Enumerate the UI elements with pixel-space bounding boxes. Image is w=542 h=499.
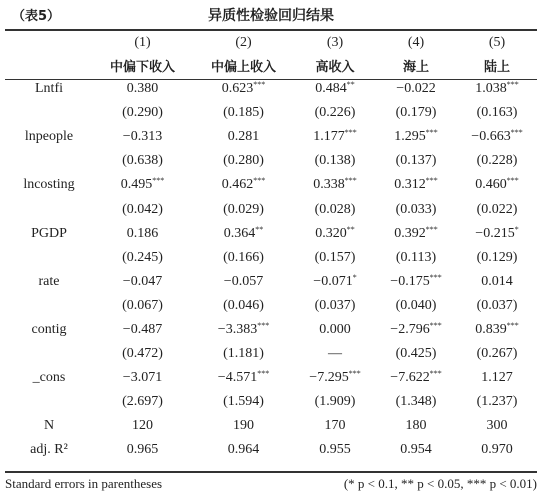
cell-value: 0.970 bbox=[481, 442, 513, 458]
cell-value: 0.964 bbox=[227, 442, 260, 458]
cell-value: (0.267) bbox=[476, 346, 518, 362]
table-cell bbox=[457, 197, 537, 221]
column-number: (1) bbox=[134, 34, 151, 50]
table-cell bbox=[93, 414, 192, 438]
table-number: （表5） bbox=[12, 9, 61, 24]
cell-value: (0.425) bbox=[395, 346, 437, 362]
variable-label bbox=[5, 294, 93, 318]
standard-error-row bbox=[5, 149, 537, 173]
cell-value: 0.955 bbox=[319, 442, 351, 458]
coefficient-row bbox=[5, 366, 537, 390]
table-cell bbox=[457, 149, 537, 173]
standard-error-row bbox=[5, 246, 537, 270]
column-number: (2) bbox=[235, 34, 252, 50]
table-cell bbox=[295, 173, 375, 197]
cell-value: −0.313 bbox=[122, 129, 163, 145]
column-name: 中偏上收入 bbox=[210, 60, 276, 75]
table-cell bbox=[192, 294, 295, 318]
table-cell bbox=[457, 414, 537, 438]
significance-stars: *** bbox=[506, 80, 519, 90]
table-cell bbox=[295, 414, 375, 438]
table-cell bbox=[295, 246, 375, 270]
table-cell bbox=[295, 318, 375, 342]
cell-value: (0.245) bbox=[122, 249, 163, 265]
cell-value: (0.040) bbox=[395, 297, 437, 313]
table-cell bbox=[457, 366, 537, 390]
cell-value: (0.113) bbox=[395, 249, 437, 265]
variable-label: contig bbox=[31, 321, 67, 337]
table-cell bbox=[295, 125, 375, 149]
standard-error-row bbox=[5, 197, 537, 221]
table-cell bbox=[192, 77, 295, 101]
cell-value: (0.163) bbox=[476, 105, 518, 121]
cell-value: −2.796 bbox=[390, 321, 430, 337]
coefficient-row bbox=[5, 318, 537, 342]
cell-value: −0.175 bbox=[390, 273, 430, 289]
column-name-row bbox=[5, 54, 537, 77]
header-corner bbox=[5, 31, 93, 54]
table-cell bbox=[192, 438, 295, 462]
cell-value: 0.186 bbox=[126, 225, 159, 241]
table-cell bbox=[375, 101, 457, 125]
variable-label bbox=[5, 342, 93, 366]
significance-stars: *** bbox=[257, 320, 270, 330]
cell-value: (0.179) bbox=[395, 105, 437, 121]
variable-label: lncosting bbox=[23, 177, 75, 193]
cell-value: 0.320 bbox=[315, 225, 347, 241]
cell-value: 300 bbox=[486, 418, 508, 434]
column-number: (5) bbox=[488, 34, 506, 50]
bottom-rule bbox=[5, 471, 537, 473]
cell-value: 0.460 bbox=[475, 177, 507, 193]
coefficient-row bbox=[5, 222, 537, 246]
cell-value: 0.312 bbox=[394, 177, 426, 193]
variable-label bbox=[5, 149, 93, 173]
cell-value: (1.909) bbox=[314, 394, 356, 410]
column-name: 海上 bbox=[402, 60, 429, 75]
table-cell bbox=[192, 222, 295, 246]
column-name: 中偏下收入 bbox=[109, 60, 175, 75]
table-cell bbox=[93, 342, 192, 366]
table-cell bbox=[375, 125, 457, 149]
table-cell bbox=[295, 390, 375, 414]
cell-value: −3.383 bbox=[217, 321, 258, 337]
table-cell bbox=[93, 77, 192, 101]
table-cell bbox=[93, 173, 192, 197]
table-cell bbox=[295, 270, 375, 294]
cell-value: (0.472) bbox=[122, 346, 163, 362]
cell-value: (0.157) bbox=[314, 249, 356, 265]
cell-value: (0.028) bbox=[314, 201, 356, 217]
cell-value: (0.067) bbox=[122, 297, 163, 313]
cell-value: −7.295 bbox=[309, 370, 349, 386]
cell-value: 0.484 bbox=[315, 81, 347, 97]
cell-value: (0.137) bbox=[395, 153, 437, 169]
table-cell bbox=[192, 246, 295, 270]
cell-value: (1.594) bbox=[223, 394, 264, 410]
cell-value: (2.697) bbox=[122, 394, 163, 410]
cell-value: 0.623 bbox=[221, 81, 254, 97]
column-number-row bbox=[5, 31, 537, 54]
column-name: 高收入 bbox=[315, 60, 355, 75]
cell-value: −0.215 bbox=[475, 225, 515, 241]
cell-value: (0.033) bbox=[395, 201, 437, 217]
cell-value: (1.237) bbox=[476, 394, 518, 410]
coefficient-row bbox=[5, 77, 537, 101]
variable-label: adj. R² bbox=[30, 442, 68, 458]
table-cell bbox=[375, 222, 457, 246]
table-cell bbox=[93, 270, 192, 294]
standard-error-row bbox=[5, 101, 537, 125]
cell-value: 0.364 bbox=[223, 225, 256, 241]
regression-table bbox=[5, 31, 537, 463]
cell-value: (0.290) bbox=[122, 105, 163, 121]
cell-value: −0.022 bbox=[396, 81, 436, 97]
table-cell bbox=[192, 149, 295, 173]
cell-value: 0.839 bbox=[475, 321, 507, 337]
table-cell bbox=[375, 197, 457, 221]
table-cell bbox=[457, 294, 537, 318]
standard-error-row bbox=[5, 342, 537, 366]
cell-value: −7.622 bbox=[390, 370, 430, 386]
table-cell bbox=[375, 149, 457, 173]
table-cell bbox=[295, 77, 375, 101]
cell-value: 190 bbox=[233, 418, 254, 434]
table-cell bbox=[295, 342, 375, 366]
header-corner bbox=[5, 54, 93, 77]
significance-stars: *** bbox=[510, 128, 523, 138]
cell-value: 0.014 bbox=[481, 273, 513, 289]
table-cell bbox=[375, 173, 457, 197]
cell-value: −0.047 bbox=[122, 273, 163, 289]
cell-value: 0.338 bbox=[313, 177, 345, 193]
cell-value: (0.166) bbox=[223, 249, 264, 265]
variable-label bbox=[5, 390, 93, 414]
cell-value: −0.071 bbox=[313, 273, 353, 289]
table-cell bbox=[375, 342, 457, 366]
variable-label: N bbox=[43, 418, 55, 434]
table-cell bbox=[93, 125, 192, 149]
cell-value: (0.228) bbox=[476, 153, 518, 169]
cell-value: (0.037) bbox=[476, 297, 518, 313]
cell-value: (0.226) bbox=[314, 105, 356, 121]
significance-stars: * bbox=[352, 272, 357, 282]
table-cell bbox=[457, 77, 537, 101]
table-cell bbox=[295, 197, 375, 221]
significance-stars: *** bbox=[253, 176, 266, 186]
standard-error-row bbox=[5, 294, 537, 318]
table-body bbox=[5, 77, 537, 463]
table-cell bbox=[295, 366, 375, 390]
cell-value: −0.057 bbox=[223, 273, 264, 289]
significance-stars: *** bbox=[425, 176, 438, 186]
cell-value: 1.038 bbox=[475, 81, 507, 97]
variable-label bbox=[5, 197, 93, 221]
cell-value: 170 bbox=[324, 418, 346, 434]
variable-label: rate bbox=[38, 273, 60, 289]
significance-stars: *** bbox=[348, 369, 361, 379]
cell-value: (1.348) bbox=[395, 394, 437, 410]
cell-value: 180 bbox=[405, 418, 427, 434]
table-cell bbox=[93, 101, 192, 125]
table-cell bbox=[375, 294, 457, 318]
table-cell bbox=[192, 342, 295, 366]
significance-stars: *** bbox=[425, 128, 438, 138]
standard-error-row bbox=[5, 390, 537, 414]
table-cell bbox=[375, 366, 457, 390]
table-cell bbox=[93, 390, 192, 414]
cell-value: 0.462 bbox=[221, 177, 254, 193]
cell-value: 0.495 bbox=[120, 177, 153, 193]
table-cell bbox=[375, 438, 457, 462]
table-cell bbox=[93, 318, 192, 342]
cell-value: (0.138) bbox=[314, 153, 356, 169]
table-cell bbox=[192, 173, 295, 197]
table-cell bbox=[457, 318, 537, 342]
table-cell bbox=[457, 101, 537, 125]
table-cell bbox=[457, 438, 537, 462]
cell-value: (0.638) bbox=[122, 153, 163, 169]
variable-label: PGDP bbox=[31, 225, 67, 241]
cell-value: (0.037) bbox=[314, 297, 356, 313]
cell-value: −0.487 bbox=[122, 321, 163, 337]
table-cell bbox=[457, 342, 537, 366]
significance-stars: *** bbox=[344, 128, 357, 138]
variable-label bbox=[5, 101, 93, 125]
cell-value: 1.177 bbox=[313, 129, 345, 145]
cell-value: 1.127 bbox=[481, 370, 513, 386]
table-cell bbox=[93, 246, 192, 270]
significance-stars: *** bbox=[506, 320, 519, 330]
cell-value: (0.022) bbox=[476, 201, 518, 217]
table-cell bbox=[93, 149, 192, 173]
significance-stars: *** bbox=[257, 369, 270, 379]
variable-label bbox=[5, 246, 93, 270]
table-cell bbox=[457, 125, 537, 149]
variable-label: _cons bbox=[32, 370, 66, 386]
table-cell bbox=[295, 101, 375, 125]
table-cell bbox=[93, 438, 192, 462]
cell-value: 120 bbox=[132, 418, 153, 434]
significance-stars: *** bbox=[152, 176, 165, 186]
table-cell bbox=[192, 366, 295, 390]
table-cell bbox=[375, 390, 457, 414]
table-cell bbox=[457, 222, 537, 246]
cell-value: (0.046) bbox=[223, 297, 264, 313]
table-cell bbox=[93, 197, 192, 221]
table-cell bbox=[295, 222, 375, 246]
table-cell bbox=[192, 414, 295, 438]
significance-stars: *** bbox=[429, 369, 442, 379]
significance-stars: *** bbox=[425, 224, 438, 234]
table-cell bbox=[457, 390, 537, 414]
table-cell bbox=[192, 101, 295, 125]
table-cell bbox=[457, 270, 537, 294]
table-cell bbox=[295, 149, 375, 173]
table-cell bbox=[457, 173, 537, 197]
significance-stars: *** bbox=[344, 176, 357, 186]
cell-value: 0.000 bbox=[319, 321, 351, 337]
coefficient-row bbox=[5, 173, 537, 197]
table-cell bbox=[192, 390, 295, 414]
cell-value: (0.029) bbox=[223, 201, 264, 217]
significance-stars: * bbox=[514, 224, 519, 234]
table-cell bbox=[93, 366, 192, 390]
table-cell bbox=[457, 246, 537, 270]
significance-stars: *** bbox=[429, 272, 442, 282]
cell-value: — bbox=[328, 346, 342, 362]
cell-value: −3.071 bbox=[122, 370, 163, 386]
table-cell bbox=[295, 438, 375, 462]
standard-errors-note: Standard errors in parentheses bbox=[5, 476, 163, 491]
cell-value: 0.380 bbox=[126, 81, 159, 97]
cell-value: (1.181) bbox=[223, 346, 264, 362]
cell-value: 0.954 bbox=[400, 442, 432, 458]
significance-stars: *** bbox=[506, 176, 519, 186]
table-cell bbox=[295, 294, 375, 318]
column-number: (3) bbox=[326, 34, 344, 50]
table-title: 异质性检验回归结果 bbox=[208, 8, 334, 24]
coefficient-row bbox=[5, 125, 537, 149]
coefficient-row bbox=[5, 414, 537, 438]
variable-label: lnpeople bbox=[24, 129, 74, 145]
significance-stars: ** bbox=[255, 224, 264, 234]
coefficient-row bbox=[5, 270, 537, 294]
significance-note: (* p < 0.1, ** p < 0.05, *** p < 0.01) bbox=[343, 476, 537, 491]
cell-value: 1.295 bbox=[394, 129, 426, 145]
column-number: (4) bbox=[407, 34, 425, 50]
cell-value: (0.042) bbox=[122, 201, 163, 217]
table-cell bbox=[375, 77, 457, 101]
table-cell bbox=[93, 222, 192, 246]
coefficient-row bbox=[5, 438, 537, 462]
cell-value: (0.129) bbox=[476, 249, 518, 265]
table-cell bbox=[375, 270, 457, 294]
variable-label: Lntfi bbox=[35, 81, 63, 97]
table-cell bbox=[192, 125, 295, 149]
significance-stars: ** bbox=[346, 80, 355, 90]
table-cell bbox=[192, 270, 295, 294]
table-cell bbox=[375, 246, 457, 270]
cell-value: −0.663 bbox=[471, 129, 511, 145]
table-cell bbox=[93, 294, 192, 318]
table-cell bbox=[192, 318, 295, 342]
cell-value: −4.571 bbox=[217, 370, 258, 386]
significance-stars: *** bbox=[253, 80, 266, 90]
table-cell bbox=[375, 414, 457, 438]
table-cell bbox=[375, 318, 457, 342]
significance-stars: *** bbox=[429, 320, 442, 330]
table-cell bbox=[192, 197, 295, 221]
cell-value: 0.965 bbox=[126, 442, 159, 458]
cell-value: (0.280) bbox=[223, 153, 264, 169]
cell-value: 0.392 bbox=[394, 225, 426, 241]
cell-value: (0.185) bbox=[223, 105, 264, 121]
significance-stars: ** bbox=[346, 224, 355, 234]
cell-value: 0.281 bbox=[227, 129, 260, 145]
column-name: 陆上 bbox=[483, 60, 510, 75]
